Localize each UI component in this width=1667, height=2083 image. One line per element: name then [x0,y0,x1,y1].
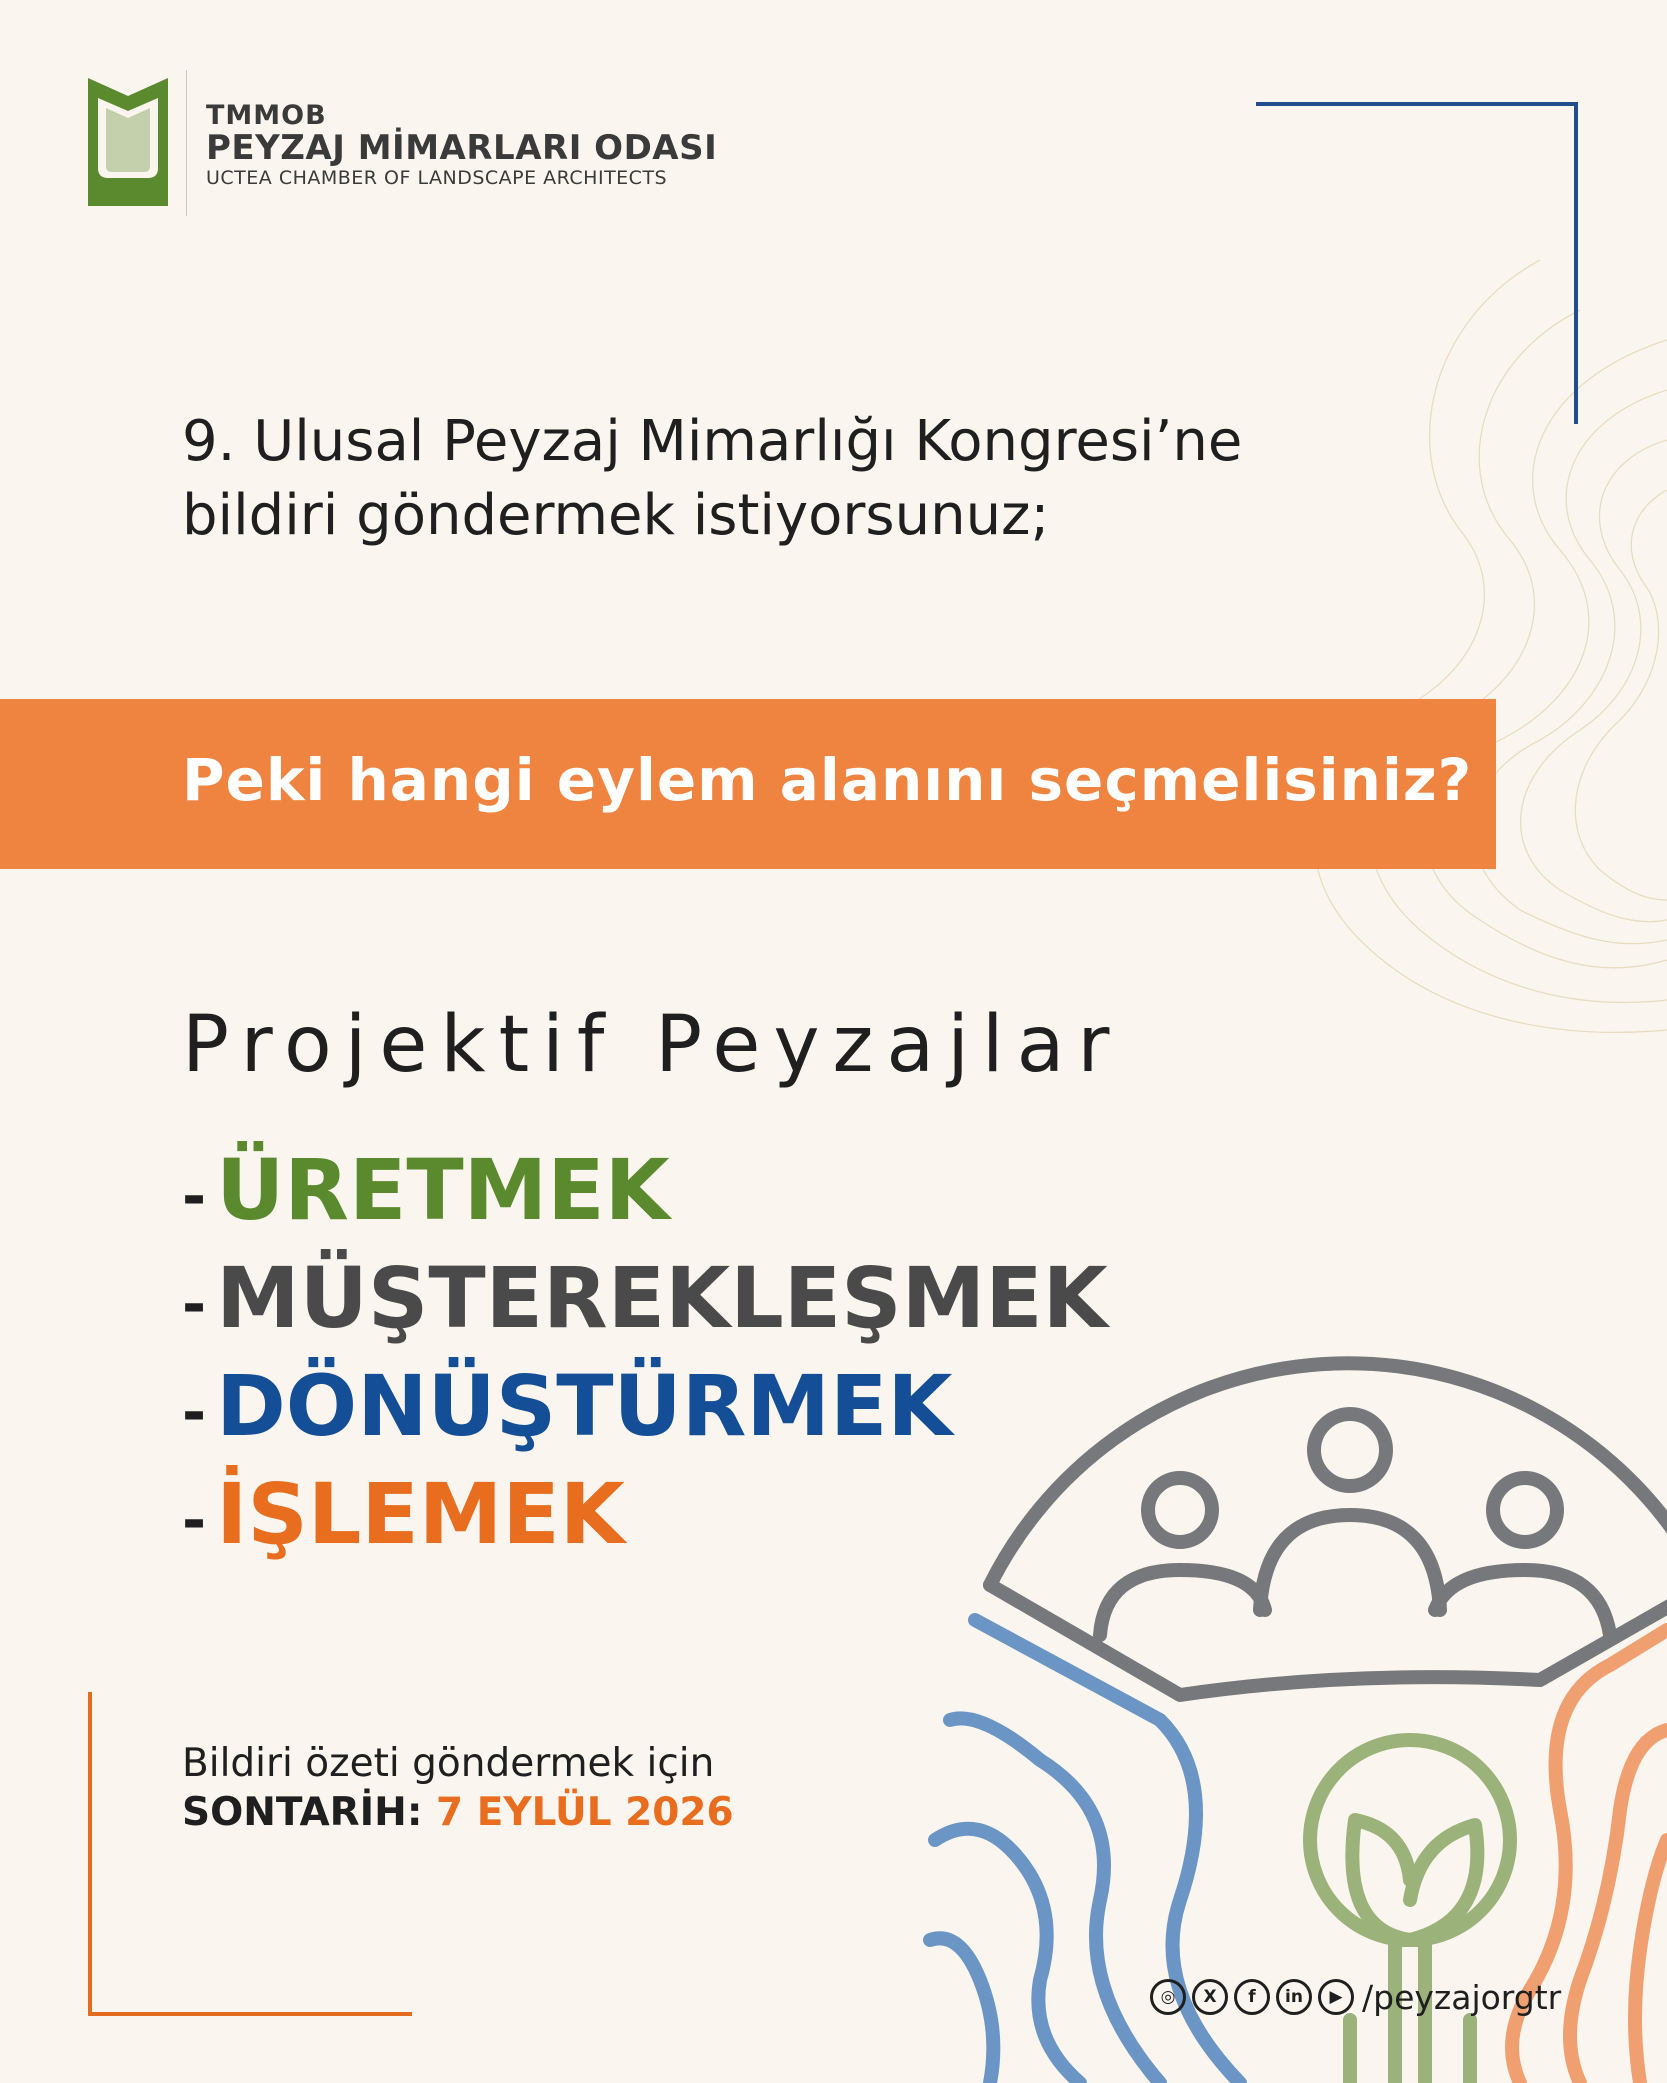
blue-corner-frame [1256,102,1578,424]
action-area-label: MÜŞTEREKLEŞMEK [216,1249,1108,1347]
action-area-mustereklesmek [182,1248,1108,1354]
social-handle[interactable]: /peyzajorgtr [1362,1977,1562,2017]
logo-divider [186,70,187,216]
facebook-icon[interactable]: f [1234,1979,1270,2015]
action-area-islemek [182,1464,625,1570]
deadline-row [182,1790,734,1835]
action-area-label: ÜRETMEK [216,1141,670,1239]
chamber-logo-icon [88,78,168,206]
linkedin-icon[interactable]: in [1276,1979,1312,2015]
congress-emblem-icon [920,1340,1667,2083]
youtube-icon[interactable]: ▶ [1318,1979,1354,2015]
instagram-icon[interactable]: ◎ [1150,1979,1186,2015]
organization-name: PEYZAJ MİMARLARI ODASI [206,128,718,168]
organization-name-english: UCTEA CHAMBER OF LANDSCAPE ARCHITECTS [206,167,668,189]
dash: - [182,1270,207,1339]
deadline-lead-text: Bildiri özeti göndermek için [182,1741,715,1786]
dash: - [182,1378,207,1447]
action-area-donusturmek [182,1356,952,1462]
social-links [1150,1975,1561,2019]
organization-abbreviation: TMMOB [206,100,327,131]
action-area-uretmek [182,1140,670,1246]
banner-question: Peki hangi eylem alanını seçmelisiniz? [182,746,1473,814]
intro-text [182,405,1432,553]
action-area-label: DÖNÜŞTÜRMEK [216,1357,953,1455]
x-icon[interactable]: X [1192,1979,1228,2015]
congress-theme: Projektif Peyzajlar [182,1000,1123,1090]
action-area-label: İŞLEMEK [216,1465,625,1563]
intro-line-1: 9. Ulusal Peyzaj Mimarlığı Kongresi’ne [182,409,1243,474]
dash: - [182,1486,207,1555]
deadline-label: SONTARİH: [182,1790,423,1835]
deadline-date: 7 EYLÜL 2026 [422,1790,734,1835]
dash: - [182,1162,207,1231]
intro-line-2: bildiri göndermek istiyorsunuz; [182,483,1050,548]
